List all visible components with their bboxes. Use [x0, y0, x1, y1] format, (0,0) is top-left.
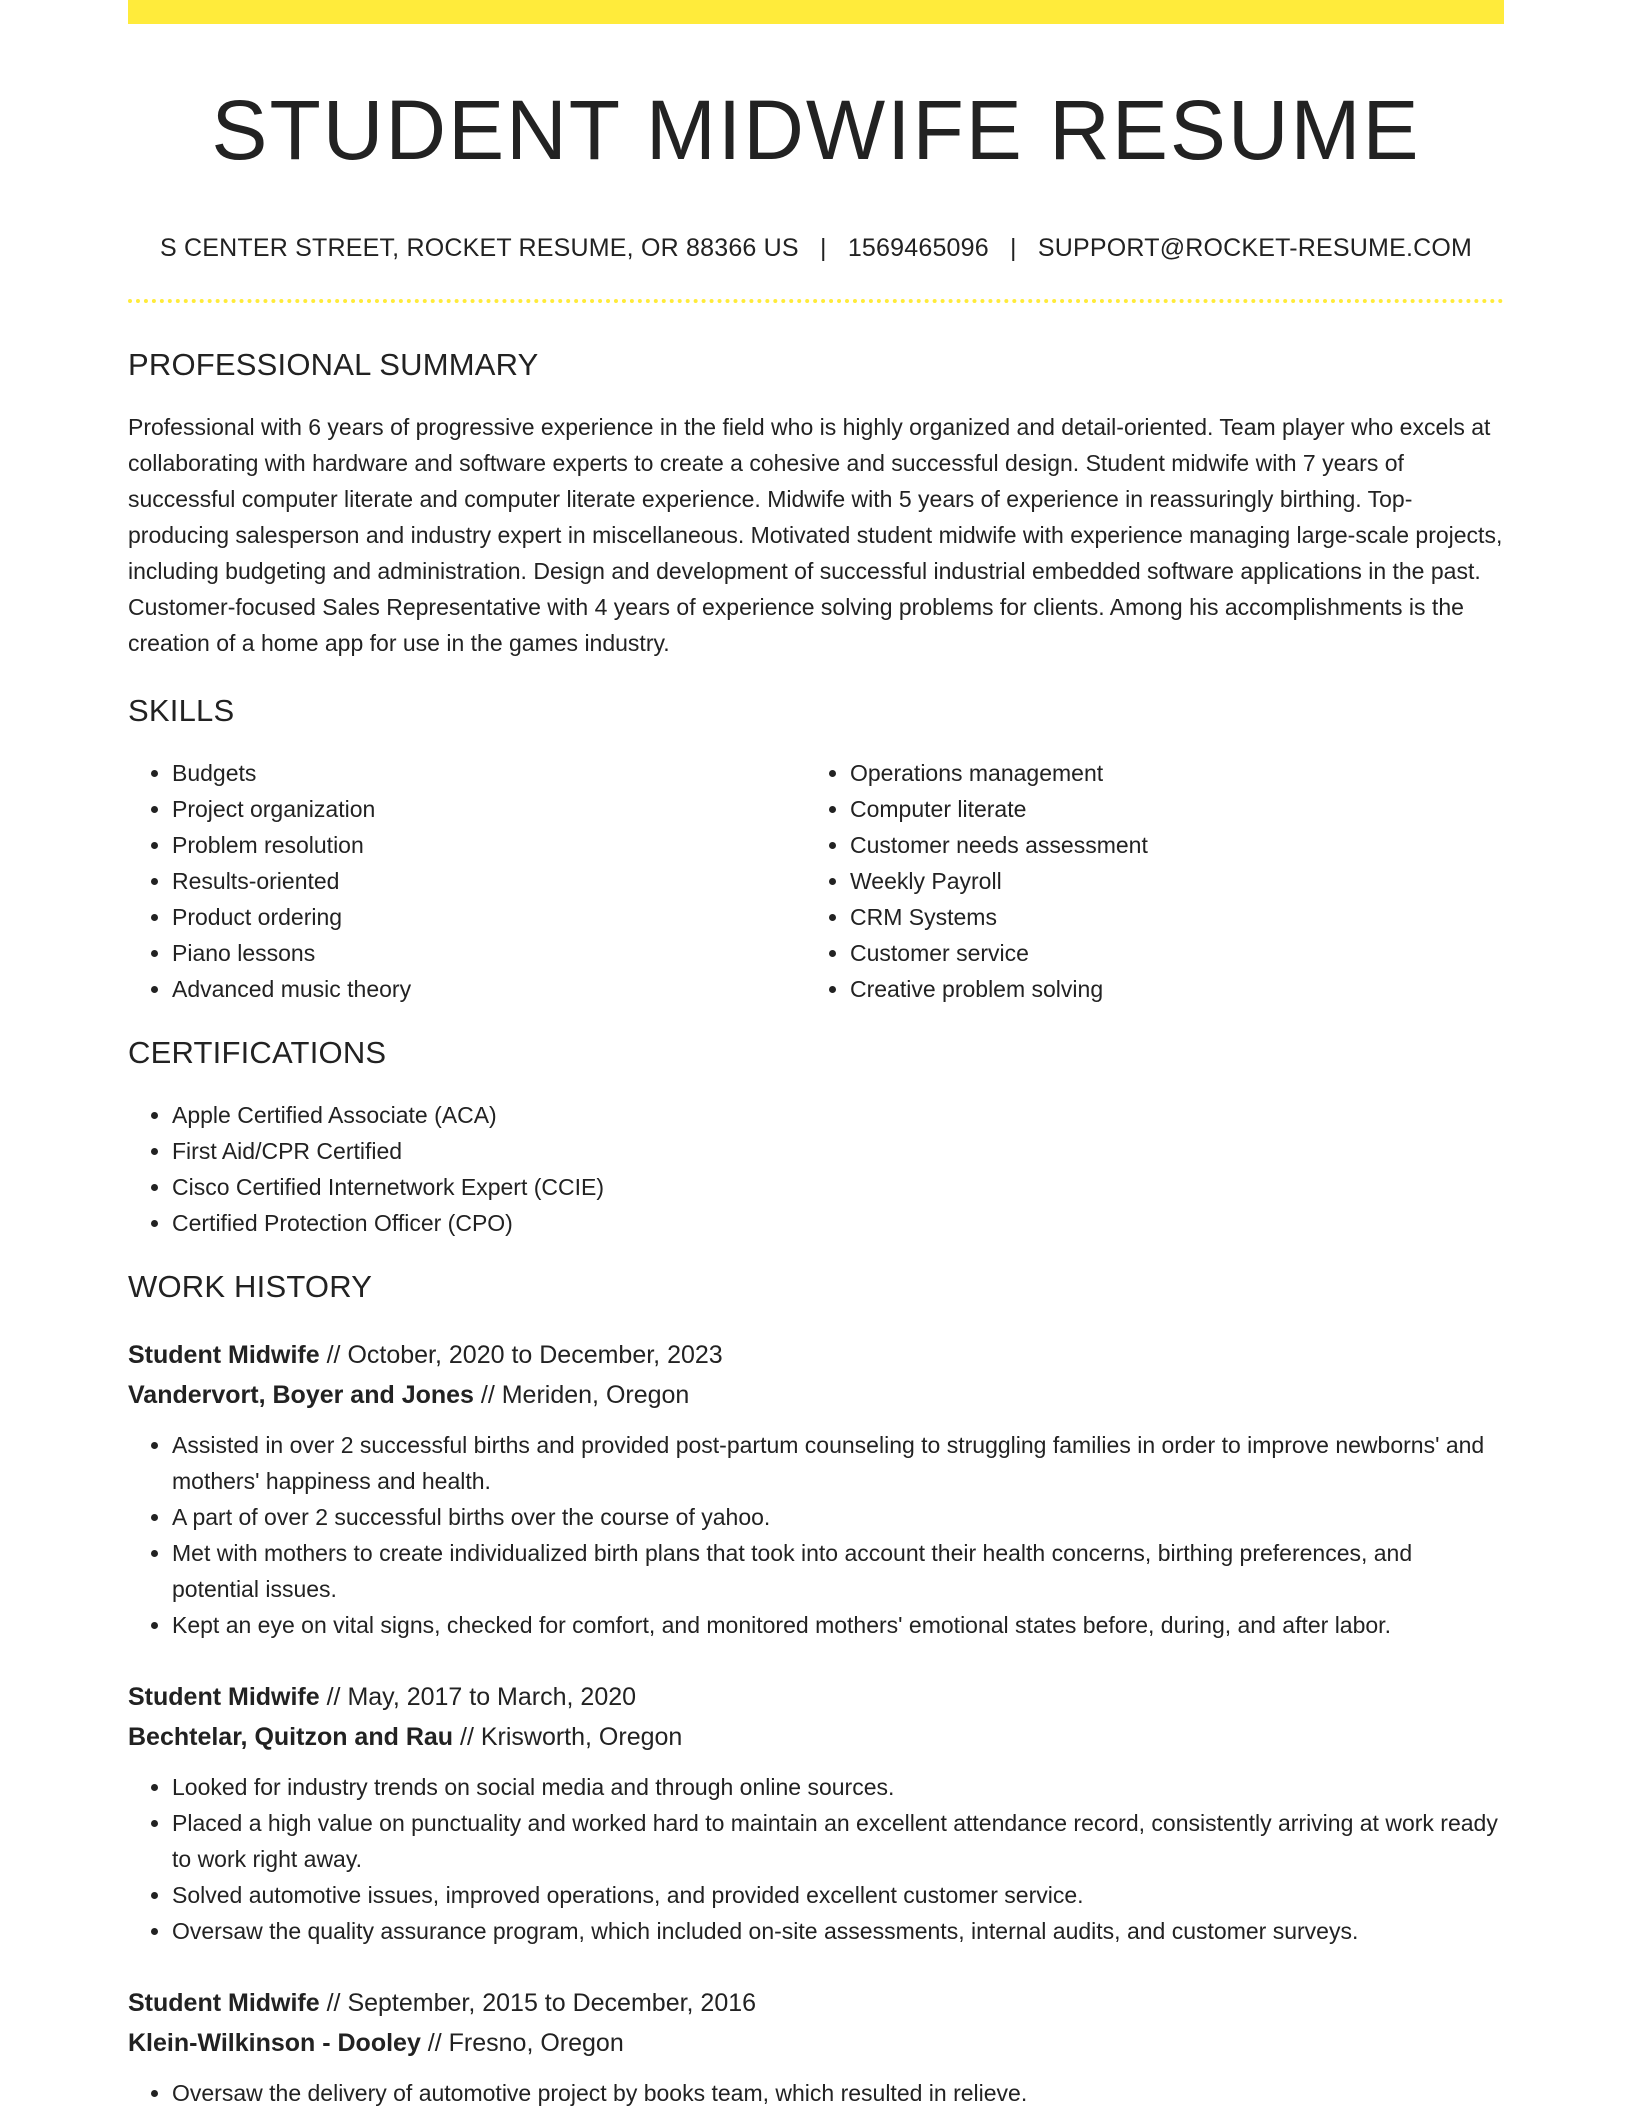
contact-line: [128, 234, 1504, 263]
job-title: Student Midwife: [128, 1341, 320, 1370]
job-title: Student Midwife: [128, 1683, 320, 1712]
skill-item: • Weekly Payroll: [850, 863, 1484, 899]
job-bullet: • Placed a high value on punctuality and worked hard to maintain an excellent attendance record, consistently arriving at work ready to work right away.: [172, 1805, 1504, 1877]
job-company-line: [128, 1375, 1504, 1415]
skill-item: • Computer literate: [850, 791, 1484, 827]
skill-item: • Creative problem solving: [850, 971, 1484, 1007]
skill-item: • Product ordering: [172, 899, 806, 935]
skill-item: • Budgets: [172, 755, 806, 791]
job-location: // Meriden, Oregon: [473, 1381, 690, 1410]
job-title-line: [128, 1983, 1504, 2023]
job-company: Bechtelar, Quitzon and Rau: [128, 1723, 454, 1752]
job-title: Student Midwife: [128, 1989, 320, 2018]
job-location: // Krisworth, Oregon: [453, 1723, 683, 1752]
skills-column-left: [128, 755, 806, 1007]
skill-item: • Problem resolution: [172, 827, 806, 863]
contact-separator: |: [1010, 234, 1017, 263]
job-entry: [128, 1677, 1504, 1949]
job-dates: // October, 2020 to December, 2023: [319, 1341, 723, 1370]
job-bullets: [128, 1769, 1504, 1949]
job-bullet: • Looked for industry trends on social media and through online sources.: [172, 1769, 1504, 1805]
job-bullet: • A part of over 2 successful births over the course of yahoo.: [172, 1499, 1504, 1535]
work-history-heading: WORK HISTORY: [128, 1269, 373, 1305]
contact-address: S CENTER STREET, ROCKET RESUME, OR 88366 US: [159, 234, 799, 263]
job-company-line: [128, 2023, 1504, 2063]
skill-item: • Operations management: [850, 755, 1484, 791]
job-title-line: [128, 1677, 1504, 1717]
job-entry: [128, 1335, 1504, 1643]
certification-item: • Cisco Certified Internetwork Expert (CCIE): [172, 1169, 1504, 1205]
resume-title: STUDENT MIDWIFE RESUME: [211, 83, 1421, 177]
certification-item: • Apple Certified Associate (ACA): [172, 1097, 1504, 1133]
skill-item: • Results-oriented: [172, 863, 806, 899]
resume-page: [128, 0, 1504, 2111]
job-bullet: • Oversaw the delivery of automotive project by books team, which resulted in relieve.: [172, 2075, 1504, 2111]
skills-column-right: [806, 755, 1484, 1007]
skill-item: • CRM Systems: [850, 899, 1484, 935]
contact-phone: 1569465096: [847, 234, 989, 263]
contact-separator: |: [819, 234, 827, 263]
job-entry: [128, 1983, 1504, 2111]
job-bullet: • Solved automotive issues, improved operations, and provided excellent customer service.: [172, 1877, 1504, 1913]
certifications-list: [128, 1097, 1504, 1241]
skill-item: • Customer needs assessment: [850, 827, 1484, 863]
job-company-line: [128, 1717, 1504, 1757]
accent-top-bar: [128, 0, 1504, 24]
certification-item: • Certified Protection Officer (CPO): [172, 1205, 1504, 1241]
job-company: Vandervort, Boyer and Jones: [128, 1381, 474, 1410]
job-dates: // September, 2015 to December, 2016: [319, 1989, 757, 2018]
dotted-divider: [128, 299, 1504, 303]
skills-heading: SKILLS: [128, 693, 235, 729]
job-bullet: • Oversaw the quality assurance program, which included on-site assessments, internal audits, and customer surveys.: [172, 1913, 1504, 1949]
skill-item: • Project organization: [172, 791, 806, 827]
certification-item: • First Aid/CPR Certified: [172, 1133, 1504, 1169]
job-title-line: [128, 1335, 1504, 1375]
contact-email: SUPPORT@ROCKET-RESUME.COM: [1037, 234, 1473, 263]
skill-item: • Piano lessons: [172, 935, 806, 971]
job-bullet: • Assisted in over 2 successful births and provided post-partum counseling to struggling families in order to improve newborns' and mothers' happiness and health.: [172, 1427, 1504, 1499]
skill-item: • Customer service: [850, 935, 1484, 971]
job-bullet: • Kept an eye on vital signs, checked for comfort, and monitored mothers' emotional states before, during, and after labor.: [172, 1607, 1504, 1643]
skills-list: [128, 755, 1504, 1007]
job-bullet: • Met with mothers to create individualized birth plans that took into account their health concerns, birthing preferences, and potential issues.: [172, 1535, 1504, 1607]
skill-item: • Advanced music theory: [172, 971, 806, 1007]
job-bullets: [128, 1427, 1504, 1643]
summary-heading: PROFESSIONAL SUMMARY: [128, 347, 539, 383]
summary-text: Professional with 6 years of progressive experience in the field who is highly organized and detail-oriented. Team player who excels at collaborating with hardware and software experts to create a cohesive and successful design. Student midwife with 7 years of successful computer literate and computer literate experience. Midwife with 5 years of experience in reassuringly birthing. Top-producing salesperson and industry expert in miscellaneous. Motivated student midwife with experience managing large-scale projects, including budgeting and administration. Design and development of successful industrial embedded software applications in the past. Customer-focused Sales Representative with 4 years of experience solving problems for clients. Among his accomplishments is the creation of a home app for use in the games industry.: [128, 414, 1503, 657]
job-location: // Fresno, Oregon: [420, 2029, 624, 2058]
certifications-heading: CERTIFICATIONS: [128, 1035, 387, 1071]
job-bullets: [128, 2075, 1504, 2111]
job-company: Klein-Wilkinson - Dooley: [128, 2029, 421, 2058]
job-dates: // May, 2017 to March, 2020: [319, 1683, 637, 1712]
